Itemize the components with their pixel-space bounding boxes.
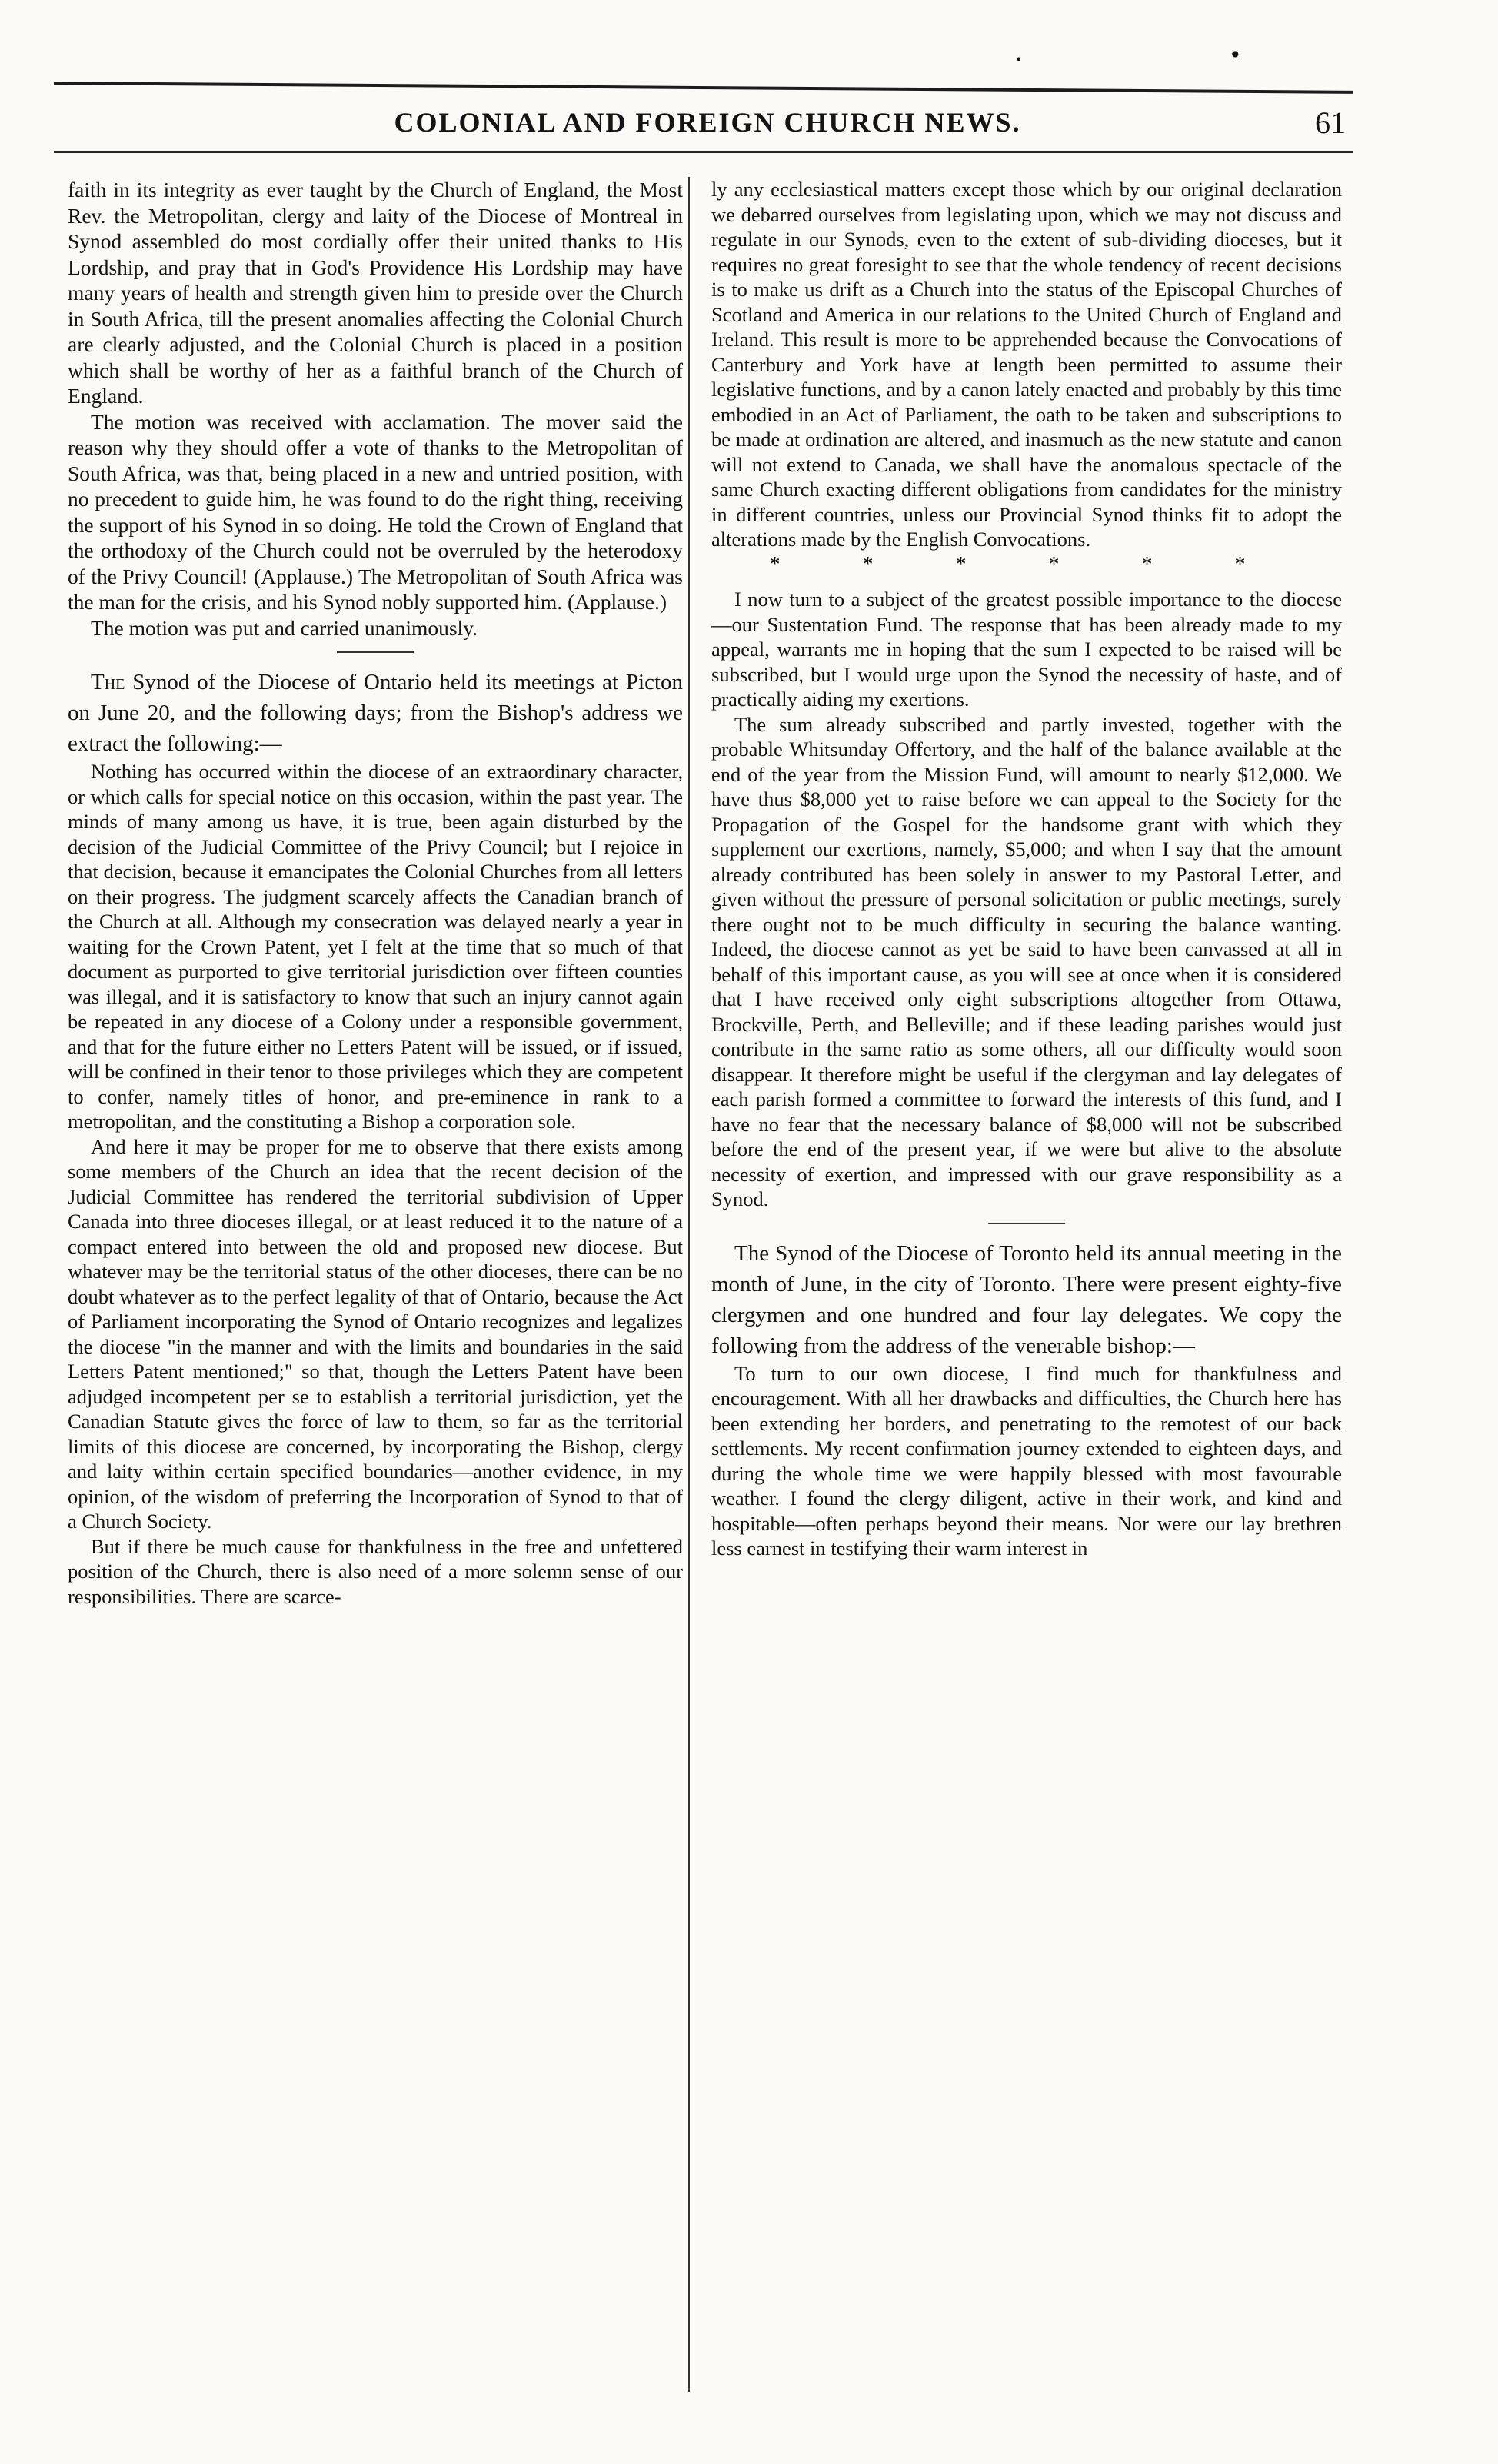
paragraph-toronto-synod: The Synod of the Diocese of Toronto held its annual meeting in the month of June, in the city of Toronto. There were present eighty-five clergymen and one hundred and four lay delegates. We copy the following from the address of the venerable bishop:— [711,1240,1342,1358]
asterism: * * * * * * [769,552,1284,577]
left-column [68,177,683,1609]
paragraph-ecclesiastical-matters: ly any ecclesiastical matters except those which by our original declaration we debarred ourselves from legislating upon, which we may not discuss and regulate in our Synods, even to the extent of sub-dividing dioceses, but it requires no great foresight to see that the whole tendency of recent decisions is to make us drift as a Church into the status of the Episcopal Churches of Scotland and America in our relations to the United Church of England and Ireland. This result is more to be apprehended because the Convocations of Canterbury and York have at length been permitted to assume their legislative functions, and by a canon lately enacted and probably by this time embodied in an Act of Parliament, the oath to be taken and subscriptions to be made at ordination are altered, and inasmuch as the new statute and canon will not extend to Canada, we shall have the anomalous spectacle of the same Church exacting different obligations from candidates for the ministry in different countries, unless our Provincial Synod thinks fit to adopt the alterations made by the English Convocations. [711,178,1342,551]
header-rule [54,151,1353,153]
paragraph-motion-received: The motion was received with acclamation. The mover said the reason why they should offer a vote of thanks to the Metropolitan of South Africa, was that, being placed in a new and untried position, with no precedent to guide him, he was found to do the right thing, receiving the support of his Synod in so doing. He told the Crown of England that the orthodoxy of the Church could not be overruled by the heterodoxy of the Privy Council! (Applause.) The Metropolitan of South Africa was the man for the crisis, and his Synod nobly supported him. (Applause.) [68,409,683,614]
ontario-intro-text: Synod of the Diocese of Ontario held its meetings at Picton on June 20, and the following days; from the Bishop's address we extract the following:— [68,670,684,756]
column-divider [688,177,690,2392]
paragraph-toronto-address: To turn to our own diocese, I find much for thankfulness and encouragement. With all her drawbacks and difficulties, the Church here has been extending her borders, and penetrating to the remotest of our back settlements. My recent confirmation journey extended to eighteen days, and during the whole time we were happily blessed with most favourable weather. I found the clergy diligent, active in their work, and kind and hospitable—often perhaps beyond their means. Nor were our lay brethren less earnest in testifying their warm interest in [711,1361,1342,1560]
paragraph-ontario-address-1: Nothing has occurred within the diocese of an extraordinary character, or which calls for special notice on this occasion, within the past year. The minds of many among us have, it is true, been again disturbed by the decision of the Judicial Committee of the Privy Council; but I rejoice in that decision, because it emancipates the Colonial Churches from all letters on their progress. The judgment scarcely affects the Canadian branch of the Church at all. Although my consecration was delayed nearly a year in waiting for the Crown Patent, yet I felt at the time that so much of that document as purported to give territorial jurisdiction over fifteen counties was illegal, and it is satisfactory to know that such an injury cannot again be repeated in any diocese of a Colony under a responsible government, and that for the future either no Letters Patent will be issued, or if issued, will be confined in their tenor to those privileges which they are competent to confer, namely titles of honor, and pre-eminence in rank to a metropolitan, and the constituting a Bishop a corporation sole. [68,760,683,1133]
ontario-lead-word: The [91,670,125,694]
right-column [711,177,1342,1561]
paragraph-ontario-address-3: But if there be much cause for thankfulness in the free and unfettered position of the Church, there is also need of a more solemn sense of our responsibilities. There are scarce- [68,1534,683,1608]
section-divider-right [988,1223,1065,1224]
ink-dot-small: • [1015,52,1023,67]
ink-dot: • [1229,42,1242,68]
section-divider [337,651,414,653]
paragraph-motion-carried: The motion was put and carried unanimously. [91,615,478,640]
paragraph-sustentation-fund: I now turn to a subject of the greatest possible importance to the diocese—our Sustentation Fund. The response that has been already made to my appeal, warrants me in hoping that the sum I expected to be raised will be subscribed, but I would urge upon the Synod the necessity of haste, and of practically aiding my exertions. [711,588,1342,711]
page-number: 61 [1315,105,1346,140]
paragraph-ontario-address-2: And here it may be proper for me to observe that there exists among some members of the Church an idea that the recent decision of the Judicial Committee has rendered the territorial subdivision of Upper Canada into three dioceses illegal, or at least reduced it to the nature of a compact entered into between the old and proposed new diocese. But whatever may be the territorial status of the other dioceses, there can be no doubt whatever as to the perfect legality of that of Ontario, because the Act of Parliament incorporating the Synod of Ontario recognizes and legalizes the diocese "in the manner and with the limits and boundaries in the said Letters Patent mentioned;" so that, though the Letters Patent have been adjudged incompetent per se to establish a territorial jurisdiction, yet the Canadian Statute gives the force of law to them, so far as the territorial limits of this diocese are concerned, by incorporating the Bishop, clergy and laity within certain specified boundaries—another evidence, in my opinion, of the wisdom of preferring the Incorporation of Synod to that of a Church Society. [68,1134,683,1533]
page-header [54,100,1361,146]
paragraph-sum-subscribed: The sum already subscribed and partly invested, together with the probable Whitsunday Offertory, and the half of the balance available at the end of the year from the Mission Fund, will amount to nearly $12,000. We have thus $8,000 yet to raise before we can appeal to the Society for the Propagation of the Gospel for the handsome grant with which they supplement our exertions, namely, $5,000; and when I say that the amount already contributed has been solely in answer to my Pastoral Letter, and given without the pressure of personal solicitation or public meetings, surely there ought not to be much difficulty in securing the balance wanting. Indeed, the diocese cannot as yet be said to have been canvassed at all in behalf of this important cause, as you will see at once when it is considered that I have received only eight subscriptions altogether from Ottawa, Brockville, Perth, and Belleville; and if these leading parishes would just contribute in the same ratio as some others, all our difficulty would soon disappear. It therefore might be useful if the clergyman and lay delegates of each parish formed a committee to forward the interests of this fund, and I have no fear that the necessary balance of $8,000 will not be subscribed before the end of the present year, if we were but alive to the absolute necessity of exertion, and impressed with our grave responsibility as a Synod. [711,712,1342,1210]
paragraph-ontario-synod [68,667,683,759]
page-title: COLONIAL AND FOREIGN CHURCH NEWS. [394,107,1021,138]
paragraph-montreal-resolution: faith in its integrity as ever taught by the Church of England, the Most Rev. the Metropolitan, clergy and laity of the Diocese of Montreal in Synod assembled do most cordially offer their united thanks to His Lordship, and pray that in God's Providence His Lordship may have many years of health and strength given him to preside over the Church in South Africa, till the present anomalies affecting the Colonial Church are clearly adjusted, and the Colonial Church is placed in a position which shall be worthy of her as a faithful branch of the Church of England. [68,178,683,408]
top-border-rule [54,82,1353,94]
